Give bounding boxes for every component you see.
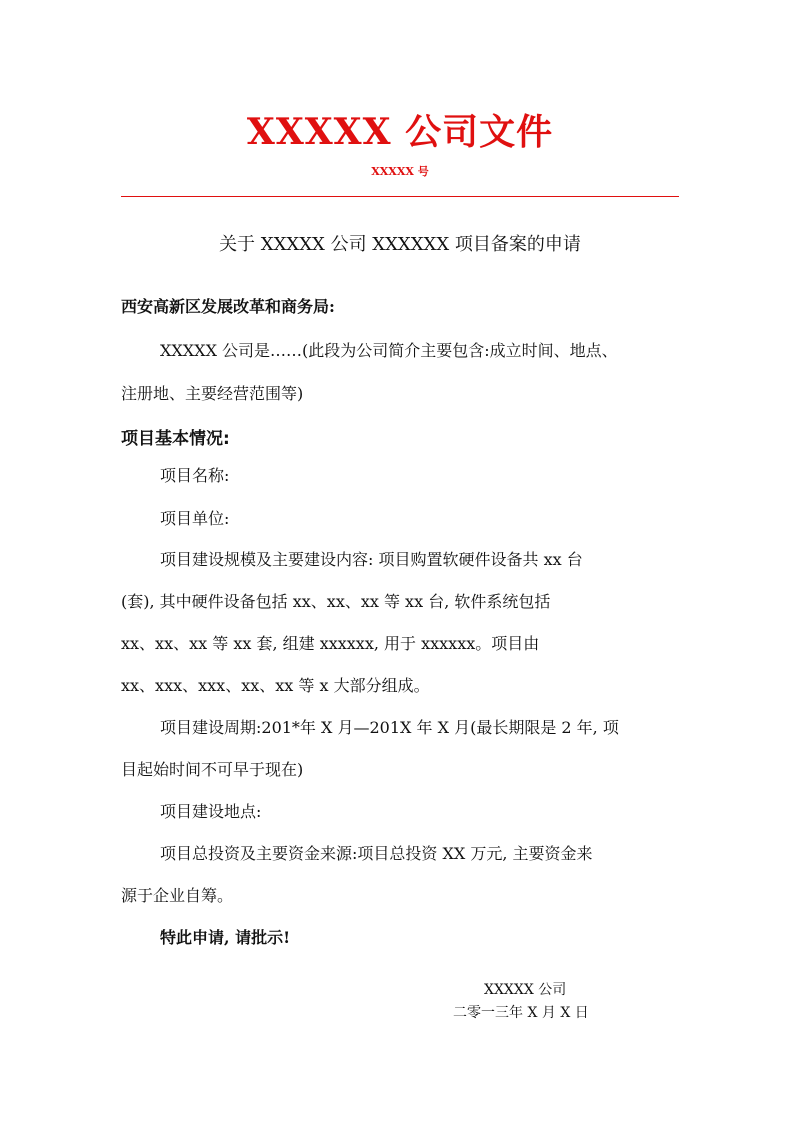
addressee: 西安高新区发展改革和商务局: bbox=[121, 297, 335, 316]
intro-paragraph-line2: 注册地、主要经营范围等) bbox=[121, 384, 304, 403]
scale-paragraph-line3: xx、xx、xx 等 xx 套, 组建 xxxxxx, 用于 xxxxxx。项目由 bbox=[121, 634, 540, 653]
project-location-label: 项目建设地点: bbox=[160, 802, 262, 821]
investment-paragraph-line1: 项目总投资及主要资金来源:项目总投资 XX 万元, 主要资金来 bbox=[160, 844, 593, 863]
project-unit-label: 项目单位: bbox=[160, 509, 230, 528]
period-paragraph-line1: 项目建设周期:201*年 X 月—201X 年 X 月(最长期限是 2 年, 项 bbox=[160, 718, 619, 737]
document-title: XXXXX 公司文件 bbox=[246, 111, 554, 153]
scale-paragraph-line2: (套), 其中硬件设备包括 xx、xx、xx 等 xx 台, 软件系统包括 bbox=[121, 592, 551, 611]
document-number: XXXXX 号 bbox=[371, 165, 429, 178]
signature-date: 二零一三年 X 月 X 日 bbox=[453, 1005, 589, 1021]
scale-paragraph-line4: xx、xxx、xxx、xx、xx 等 x 大部分组成。 bbox=[121, 676, 430, 695]
scale-paragraph-line1: 项目建设规模及主要建设内容: 项目购置软硬件设备共 xx 台 bbox=[160, 550, 583, 569]
subject-line: 关于 XXXXX 公司 XXXXXX 项目备案的申请 bbox=[219, 234, 581, 255]
intro-paragraph-line1: XXXXX 公司是……(此段为公司简介主要包含:成立时间、地点、 bbox=[160, 341, 618, 360]
section-heading: 项目基本情况: bbox=[121, 429, 230, 449]
period-paragraph-line2: 目起始时间不可早于现在) bbox=[121, 760, 304, 779]
closing-line: 特此申请, 请批示! bbox=[160, 928, 291, 947]
project-name-label: 项目名称: bbox=[160, 466, 230, 485]
signature-company: XXXXX 公司 bbox=[484, 982, 567, 998]
investment-paragraph-line2: 源于企业自筹。 bbox=[121, 886, 234, 905]
header-divider bbox=[121, 196, 679, 197]
